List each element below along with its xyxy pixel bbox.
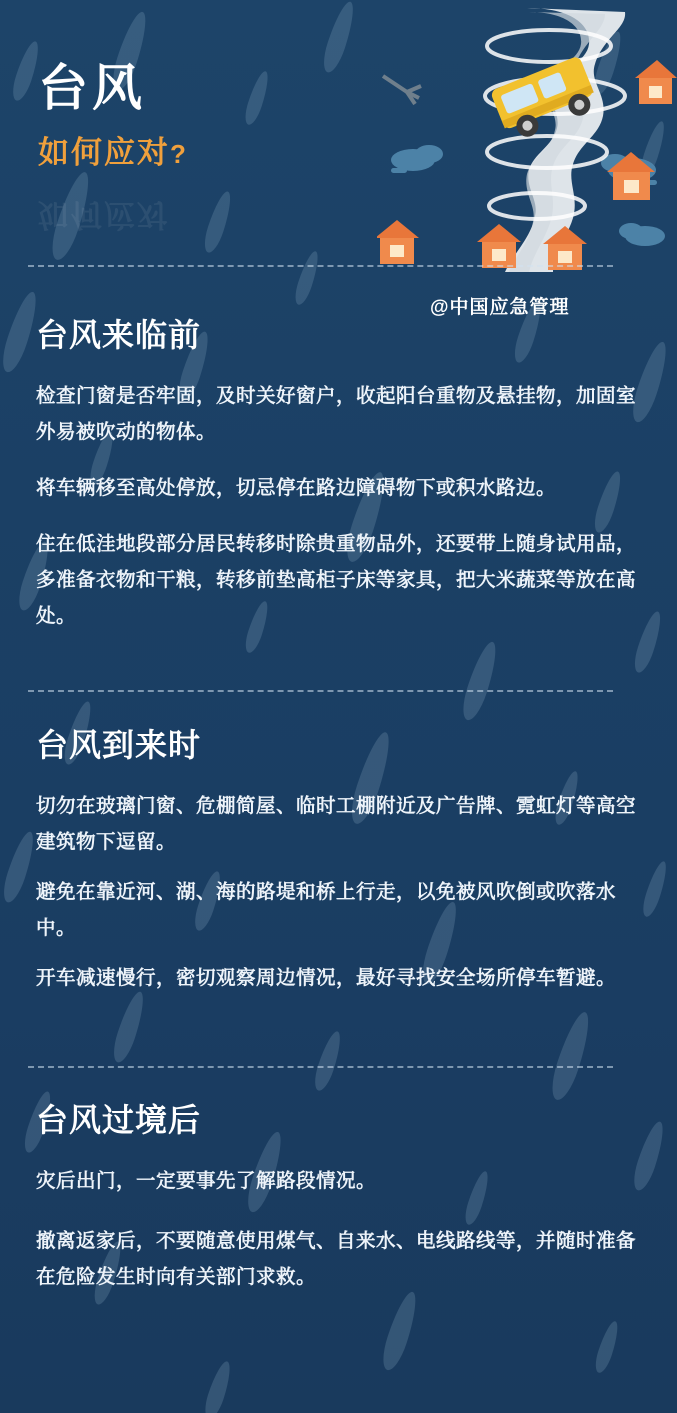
title-block bbox=[38, 62, 188, 172]
cloud-icon bbox=[391, 145, 443, 173]
page-title: 台风 bbox=[38, 60, 146, 116]
section-paragraph: 检查门窗是否牢固，及时关好窗户，收起阳台重物及悬挂物，加固室外易被吹动的物体。 bbox=[36, 385, 637, 444]
wind-swirl-icon bbox=[485, 30, 625, 219]
section-heading: 台风过境后 bbox=[36, 1102, 202, 1138]
section-paragraph: 避免在靠近河、湖、海的路堤和桥上行走，以免被风吹倒或吹落水中。 bbox=[36, 881, 617, 940]
house-icon bbox=[377, 220, 419, 264]
page-subtitle-reflection: 如何应对 bbox=[38, 197, 170, 232]
house-icon bbox=[635, 60, 677, 104]
section-paragraph: 切勿在玻璃门窗、危棚简屋、临时工棚附近及广告牌、霓虹灯等高空建筑物下逗留。 bbox=[36, 795, 637, 854]
section-after-typhoon bbox=[36, 1095, 647, 1319]
credit-label: @中国应急管理 bbox=[430, 297, 570, 318]
section-paragraph: 撤离返家后，不要随意使用煤气、自来水、电线路线等，并随时准备在危险发生时向有关部门求救。 bbox=[36, 1230, 637, 1289]
divider-section-1 bbox=[28, 690, 613, 692]
section-heading: 台风来临前 bbox=[36, 317, 202, 353]
bus-icon bbox=[490, 55, 600, 144]
section-paragraph: 住在低洼地段部分居民转移时除贵重物品外，还要带上随身试用品，多准备衣物和干粮，转移前垫高柜子床等家具，把大米蔬菜等放在高处。 bbox=[36, 533, 637, 628]
section-during-typhoon bbox=[36, 720, 647, 1010]
section-heading: 台风到来时 bbox=[36, 727, 202, 763]
page-subtitle bbox=[38, 127, 188, 172]
divider-section-2 bbox=[28, 1066, 613, 1068]
section-before-typhoon bbox=[36, 310, 647, 634]
house-icon bbox=[477, 224, 521, 268]
house-icon bbox=[607, 152, 655, 200]
house-icon bbox=[543, 226, 587, 270]
section-paragraph: 开车减速慢行，密切观察周边情况，最好寻找安全场所停车暂避。 bbox=[36, 967, 617, 990]
section-paragraph: 将车辆移至高处停放，切忌停在路边障碍物下或积水路边。 bbox=[36, 477, 557, 500]
page-subtitle-text: 如何应对 bbox=[38, 134, 170, 170]
page-subtitle-mark: ? bbox=[170, 138, 188, 169]
section-paragraph: 灾后出门，一定要事先了解路段情况。 bbox=[36, 1170, 377, 1192]
divider-top bbox=[28, 265, 613, 267]
uprooted-tree-icon bbox=[383, 76, 421, 104]
tornado-illustration bbox=[377, 0, 677, 280]
